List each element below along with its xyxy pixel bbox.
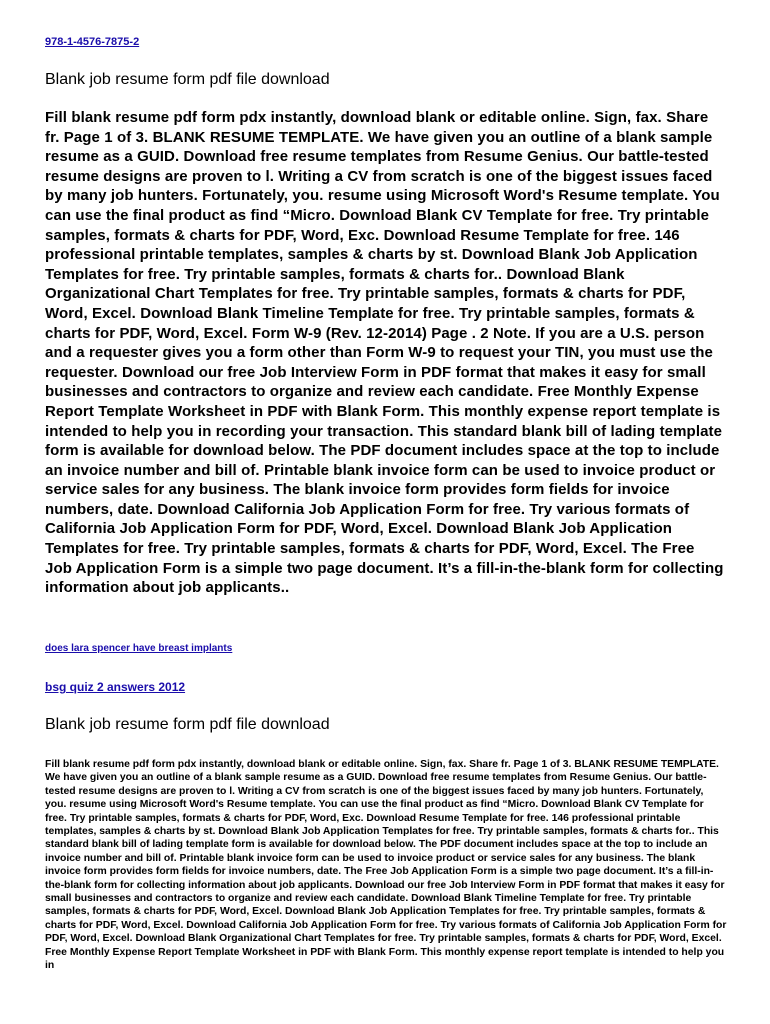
- page-title: Blank job resume form pdf file download: [45, 71, 330, 88]
- secondary-paragraph: Fill blank resume pdf form pdx instantly, download blank or editable online. Sign, fax. Share fr. Page 1 of 3. BLANK RESUME TEMPLATE. We have given you an outline of a blank sample resume as a GUID. Download free resume templates from Resume Genius. Our battle-tested resume designs are proven to l. Writing a CV from scratch is one of the biggest issues faced by many job hunters. Fortunately, you. resume using Microsoft Word's Resume template. You can use the final product as find “Micro. Download Blank CV Template for free. Try printable samples, formats & charts for PDF, Word, Exc. Download Resume Template for free. 146 professional printable templates, samples & charts by st. Download Blank Job Application Templates for free. Try printable samples, formats & charts for.. This standard blank bill of lading template form is available for download below. The PDF document includes space at the top to include an invoice number and bill of. Printable blank invoice form can be used to invoice product or service sales for any business. The blank invoice form provides form fields for invoice numbers, date. The Free Job Application Form is a simple two page document. It’s a fill-in-the-blank form for collecting information about job applicants. Download our free Job Interview Form in PDF format that makes it easy for small businesses and contractors to organize and review each candidate. Download Blank Timeline Template for free. Try printable samples, formats & charts for PDF, Word, Excel. Download Blank Job Application Templates for free. Try printable samples, formats & charts for PDF, Word, Excel. Download California Job Application Form for free. Try various formats of California Job Application Form for PDF, Word, Excel. Download Blank Organizational Chart Templates for free. Try printable samples, formats & charts for PDF, Word, Excel. Free Monthly Expense Report Template Worksheet in PDF with Blank Form. This monthly expense report template is intended to help you in: [45, 759, 727, 972]
- related-link-bsg-quiz[interactable]: bsg quiz 2 answers 2012: [45, 680, 186, 694]
- main-paragraph: Fill blank resume pdf form pdx instantly, download blank or editable online. Sign, fax. Share fr. Page 1 of 3. BLANK RESUME TEMPLATE. We have given you an outline of a blank sample resume as a GUID. Download free resume templates from Resume Genius. Our battle-tested resume designs are proven to l. Writing a CV from scratch is one of the biggest issues faced by many job hunters. Fortunately, you. resume using Microsoft Word's Resume template. You can use the final product as find “Micro. Download Blank CV Template for free. Try printable samples, formats & charts for PDF, Word, Exc. Download Resume Template for free. 146 professional printable templates, samples & charts by st. Download Blank Job Application Templates for free. Try printable samples, formats & charts for.. Download Blank Organizational Chart Templates for free. Try printable samples, formats & charts for PDF, Word, Excel. Download Blank Timeline Template for free. Try printable samples, formats & charts for PDF, Word, Excel. Form W-9 (Rev. 12-2014) Page . 2 Note. If you are a U.S. person and a requester gives you a form other than Form W-9 to request your TIN, you must use the requester. Download our free Job Interview Form in PDF format that makes it easy for small businesses and contractors to organize and review each candidate. Free Monthly Expense Report Template Worksheet in PDF with Blank Form. This monthly expense report template is intended to help you in recording your transaction. This standard blank bill of lading template form is available for download below. The PDF document includes space at the top to include an invoice number and bill of. Printable blank invoice form can be used to invoice product or service sales for any business. The blank invoice form provides form fields for invoice numbers, date. Download California Job Application Form for free. Try various formats of California Job Application Form for PDF, Word, Excel. Download Blank Job Application Templates for free. Try printable samples, formats & charts for PDF, Word, Excel. The Free Job Application Form is a simple two page document. It’s a fill-in-the-blank form for collecting information about job applicants..: [45, 109, 724, 597]
- section-title: Blank job resume form pdf file download: [45, 716, 330, 733]
- related-link-lara-spencer[interactable]: does lara spencer have breast implants: [45, 643, 233, 654]
- isbn-link[interactable]: 978-1-4576-7875-2: [45, 36, 140, 48]
